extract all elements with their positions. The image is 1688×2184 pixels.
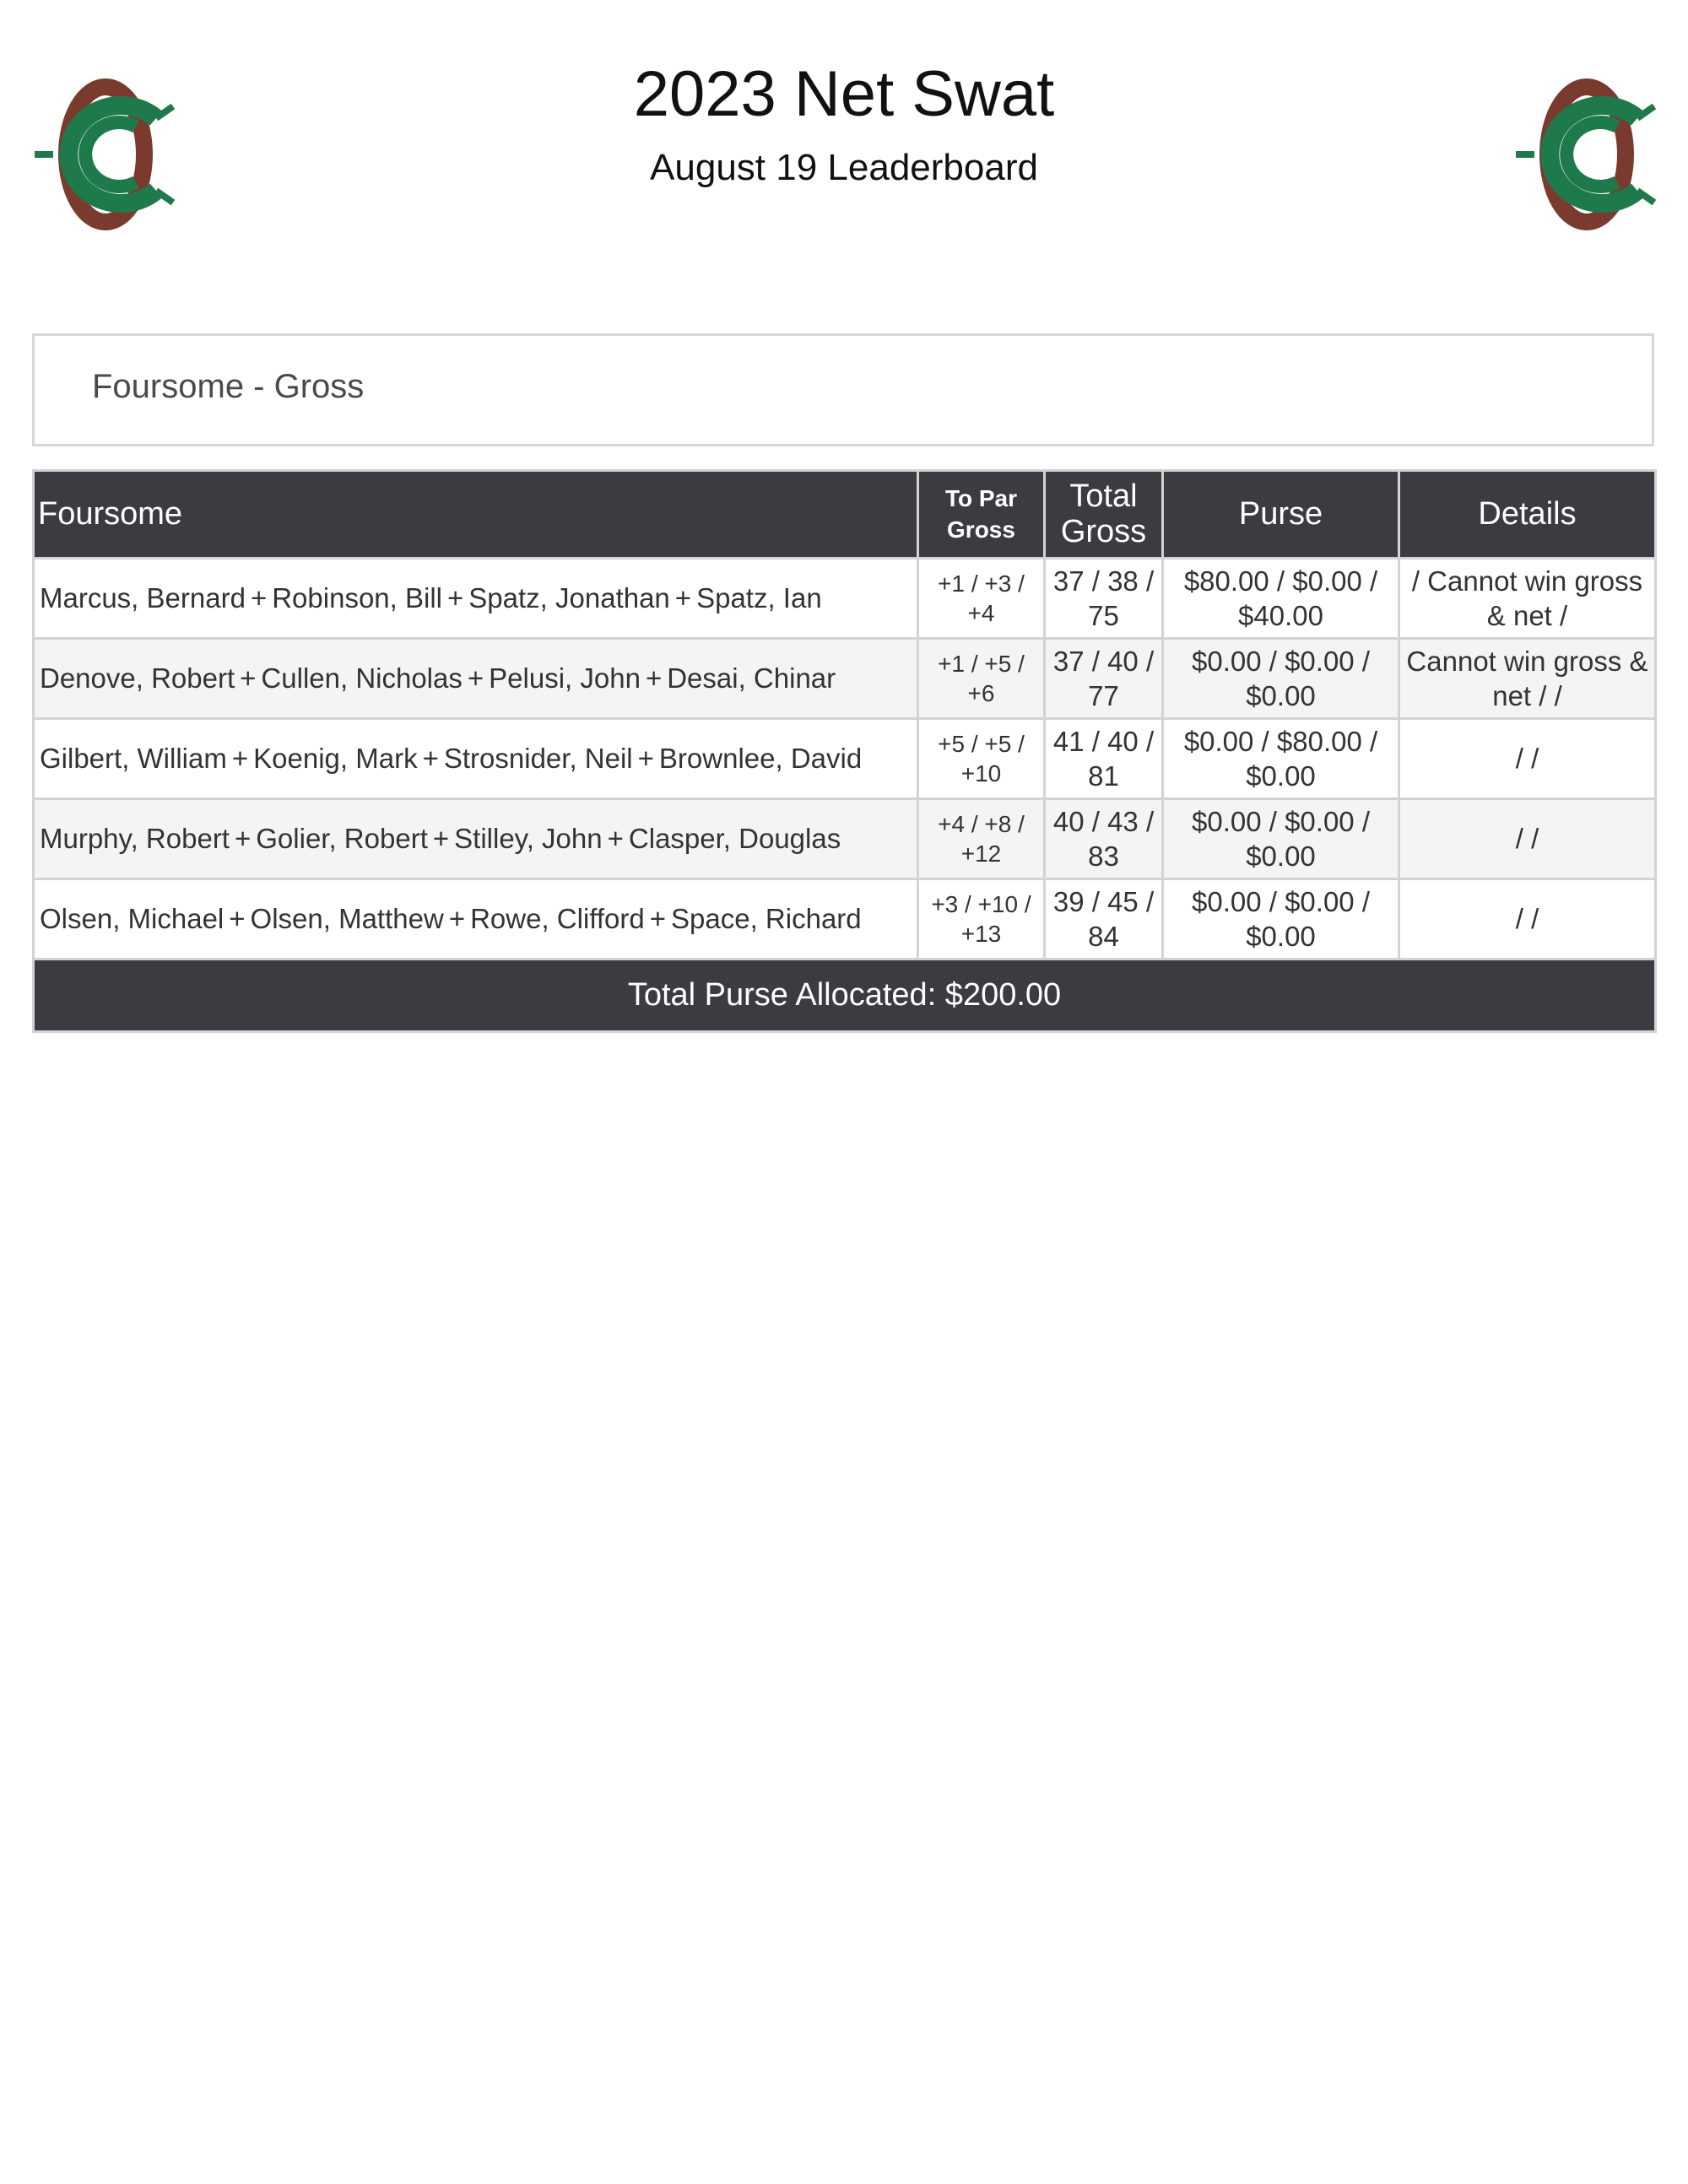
table-row	[34, 799, 1656, 879]
player-name: Murphy, Robert	[40, 823, 230, 855]
player-name: Desai, Chinar	[667, 662, 836, 695]
column-header-to-par-gross: To Par Gross	[918, 471, 1045, 559]
player-separator: +	[234, 823, 252, 855]
table-footer-row	[34, 960, 1656, 1032]
player-separator: +	[448, 903, 466, 935]
purse-cell: $80.00 / $0.00 / $40.00	[1163, 559, 1399, 639]
page-subtitle: August 19 Leaderboard	[650, 147, 1038, 188]
player-separator: +	[422, 743, 439, 775]
player-name: Strosnider, Neil	[443, 743, 633, 775]
player-name: Brownlee, David	[658, 743, 863, 775]
player-separator: +	[250, 582, 268, 614]
player-name: Pelusi, John	[489, 662, 641, 695]
leaderboard-table	[32, 469, 1657, 1033]
details-cell: / /	[1399, 879, 1656, 960]
table-row	[34, 719, 1656, 799]
section-title: Foursome - Gross	[92, 368, 365, 405]
player-separator: +	[240, 662, 257, 695]
player-name: Gilbert, William	[40, 743, 227, 775]
to-par-gross-cell: +3 / +10 / +13	[918, 879, 1045, 960]
to-par-gross-cell: +4 / +8 / +12	[918, 799, 1045, 879]
to-par-gross-cell: +5 / +5 / +10	[918, 719, 1045, 799]
to-par-gross-cell: +1 / +3 / +4	[918, 559, 1045, 639]
player-name: Spatz, Jonathan	[468, 582, 670, 614]
foursome-cell	[34, 639, 918, 719]
foursome-cell	[34, 799, 918, 879]
player-separator: +	[645, 662, 663, 695]
table-row	[34, 639, 1656, 719]
table-header-row	[34, 471, 1656, 559]
player-name: Olsen, Matthew	[250, 903, 444, 935]
column-header-foursome: Foursome	[34, 471, 918, 559]
player-name: Olsen, Michael	[40, 903, 225, 935]
total-purse-allocated: Total Purse Allocated: $200.00	[34, 960, 1656, 1032]
player-name: Koenig, Mark	[253, 743, 418, 775]
details-cell: / Cannot win gross & net /	[1399, 559, 1656, 639]
column-header-details: Details	[1399, 471, 1656, 559]
total-gross-cell: 39 / 45 / 84	[1045, 879, 1163, 960]
player-name: Marcus, Bernard	[40, 582, 246, 614]
page-title: 2023 Net Swat	[633, 58, 1055, 130]
purse-cell: $0.00 / $0.00 / $0.00	[1163, 639, 1399, 719]
details-cell: Cannot win gross & net / /	[1399, 639, 1656, 719]
section-header-box	[32, 333, 1654, 446]
player-separator: +	[231, 743, 249, 775]
player-name: Golier, Robert	[256, 823, 428, 855]
player-name: Cullen, Nicholas	[261, 662, 463, 695]
player-separator: +	[637, 743, 654, 775]
player-separator: +	[447, 582, 464, 614]
total-gross-cell: 41 / 40 / 81	[1045, 719, 1163, 799]
player-name: Spatz, Ian	[696, 582, 822, 614]
player-separator: +	[467, 662, 484, 695]
table-row	[34, 559, 1656, 639]
player-separator: +	[674, 582, 692, 614]
total-gross-cell: 40 / 43 / 83	[1045, 799, 1163, 879]
foursome-cell	[34, 559, 918, 639]
table-row	[34, 879, 1656, 960]
total-gross-cell: 37 / 38 / 75	[1045, 559, 1163, 639]
purse-cell: $0.00 / $0.00 / $0.00	[1163, 799, 1399, 879]
details-cell: / /	[1399, 799, 1656, 879]
to-par-gross-cell: +1 / +5 / +6	[918, 639, 1045, 719]
player-name: Stilley, John	[454, 823, 603, 855]
player-separator: +	[432, 823, 450, 855]
column-header-total-gross: Total Gross	[1045, 471, 1163, 559]
player-separator: +	[607, 823, 624, 855]
player-name: Denove, Robert	[40, 662, 235, 695]
purse-cell: $0.00 / $80.00 / $0.00	[1163, 719, 1399, 799]
foursome-cell	[34, 879, 918, 960]
total-gross-cell: 37 / 40 / 77	[1045, 639, 1163, 719]
purse-cell: $0.00 / $0.00 / $0.00	[1163, 879, 1399, 960]
player-name: Robinson, Bill	[272, 582, 442, 614]
foursome-cell	[34, 719, 918, 799]
player-separator: +	[649, 903, 667, 935]
player-name: Rowe, Clifford	[470, 903, 645, 935]
player-separator: +	[229, 903, 246, 935]
player-name: Space, Richard	[671, 903, 862, 935]
column-header-purse: Purse	[1163, 471, 1399, 559]
player-name: Clasper, Douglas	[628, 823, 841, 855]
details-cell: / /	[1399, 719, 1656, 799]
